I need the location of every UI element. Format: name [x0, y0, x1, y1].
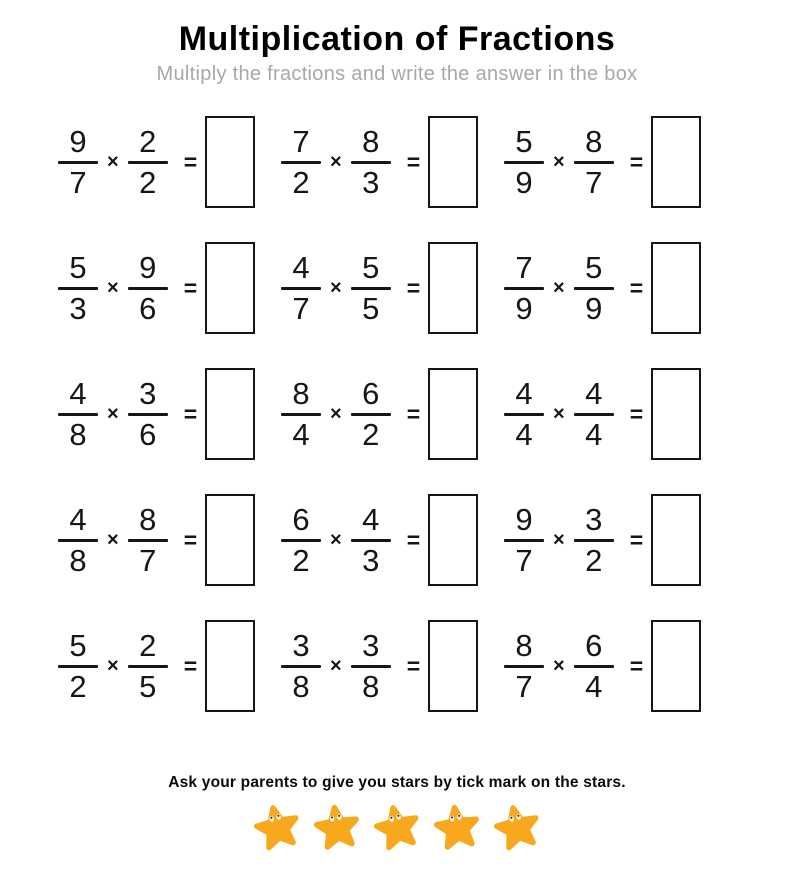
fraction — [278, 377, 324, 451]
numerator: 9 — [69, 124, 87, 160]
numerator: 8 — [292, 376, 310, 412]
denominator: 3 — [362, 164, 380, 200]
answer-box[interactable] — [205, 116, 255, 208]
fraction — [125, 629, 171, 703]
denominator: 8 — [69, 542, 87, 578]
problem — [501, 620, 724, 712]
answer-box[interactable] — [205, 620, 255, 712]
multiply-icon: × — [107, 528, 119, 551]
numerator: 2 — [139, 628, 157, 664]
fraction — [348, 629, 394, 703]
problem — [278, 620, 501, 712]
numerator: 4 — [515, 376, 533, 412]
equals-sign: = — [406, 148, 421, 175]
numerator: 6 — [292, 502, 310, 538]
denominator: 7 — [69, 164, 87, 200]
fraction — [571, 251, 617, 325]
multiply-icon: × — [553, 402, 565, 425]
numerator: 4 — [362, 502, 380, 538]
numerator: 5 — [69, 628, 87, 664]
fraction — [501, 251, 547, 325]
multiply-icon: × — [107, 654, 119, 677]
fraction-bar — [281, 539, 321, 542]
answer-box[interactable] — [428, 494, 478, 586]
answer-box[interactable] — [651, 494, 701, 586]
page-subtitle: Multiply the fractions and write the answer in the box — [156, 63, 638, 85]
denominator: 4 — [515, 416, 533, 452]
numerator: 3 — [292, 628, 310, 664]
problem — [501, 242, 724, 334]
answer-box[interactable] — [651, 368, 701, 460]
fraction-bar — [504, 287, 544, 290]
problem — [55, 620, 278, 712]
fraction-bar — [58, 287, 98, 290]
denominator: 4 — [292, 416, 310, 452]
page-title: Multiplication of Fractions — [178, 20, 616, 58]
fraction-bar — [351, 413, 391, 416]
fraction-bar — [58, 539, 98, 542]
denominator: 2 — [69, 668, 87, 704]
star-icon[interactable] — [252, 800, 302, 852]
denominator: 8 — [292, 668, 310, 704]
fraction — [55, 125, 101, 199]
denominator: 4 — [585, 416, 603, 452]
fraction — [348, 125, 394, 199]
problem — [55, 242, 278, 334]
fraction — [501, 125, 547, 199]
equals-sign: = — [183, 274, 198, 301]
fraction — [501, 377, 547, 451]
fraction — [55, 377, 101, 451]
problem — [501, 116, 724, 208]
multiply-icon: × — [553, 276, 565, 299]
denominator: 7 — [515, 542, 533, 578]
denominator: 2 — [139, 164, 157, 200]
fraction — [125, 377, 171, 451]
fraction-bar — [281, 287, 321, 290]
fraction — [278, 251, 324, 325]
denominator: 3 — [362, 542, 380, 578]
fraction — [278, 629, 324, 703]
fraction-bar — [281, 665, 321, 668]
multiply-icon: × — [553, 654, 565, 677]
numerator: 5 — [69, 250, 87, 286]
fraction — [55, 503, 101, 577]
fraction — [571, 125, 617, 199]
denominator: 6 — [139, 290, 157, 326]
equals-sign: = — [629, 652, 644, 679]
multiply-icon: × — [330, 276, 342, 299]
fraction — [348, 503, 394, 577]
denominator: 7 — [139, 542, 157, 578]
numerator: 4 — [69, 502, 87, 538]
fraction-bar — [128, 539, 168, 542]
fraction-bar — [504, 539, 544, 542]
denominator: 9 — [515, 164, 533, 200]
numerator: 5 — [362, 250, 380, 286]
fraction — [501, 503, 547, 577]
fraction — [571, 503, 617, 577]
multiply-icon: × — [553, 528, 565, 551]
equals-sign: = — [629, 526, 644, 553]
fraction — [278, 503, 324, 577]
multiply-icon: × — [330, 654, 342, 677]
problem — [278, 494, 501, 586]
fraction — [348, 251, 394, 325]
denominator: 7 — [585, 164, 603, 200]
fraction — [501, 629, 547, 703]
denominator: 3 — [69, 290, 87, 326]
numerator: 8 — [585, 124, 603, 160]
fraction-bar — [351, 287, 391, 290]
multiply-icon: × — [107, 276, 119, 299]
fraction — [125, 503, 171, 577]
equals-sign: = — [406, 652, 421, 679]
denominator: 6 — [139, 416, 157, 452]
denominator: 9 — [585, 290, 603, 326]
numerator: 6 — [362, 376, 380, 412]
denominator: 4 — [585, 668, 603, 704]
numerator: 2 — [139, 124, 157, 160]
numerator: 4 — [69, 376, 87, 412]
numerator: 4 — [292, 250, 310, 286]
fraction-bar — [351, 161, 391, 164]
denominator: 5 — [362, 290, 380, 326]
fraction-bar — [128, 413, 168, 416]
equals-sign: = — [183, 652, 198, 679]
denominator: 8 — [69, 416, 87, 452]
numerator: 5 — [585, 250, 603, 286]
numerator: 8 — [362, 124, 380, 160]
fraction-bar — [504, 161, 544, 164]
fraction — [125, 251, 171, 325]
fraction-bar — [281, 413, 321, 416]
star-icon[interactable] — [372, 800, 422, 852]
answer-box[interactable] — [651, 116, 701, 208]
fraction-bar — [128, 665, 168, 668]
equals-sign: = — [629, 148, 644, 175]
numerator: 4 — [585, 376, 603, 412]
equals-sign: = — [406, 400, 421, 427]
equals-sign: = — [629, 274, 644, 301]
star-row — [0, 800, 794, 852]
problem — [278, 368, 501, 460]
multiply-icon: × — [553, 150, 565, 173]
problem — [55, 116, 278, 208]
numerator: 3 — [362, 628, 380, 664]
answer-box[interactable] — [205, 494, 255, 586]
fraction-bar — [128, 287, 168, 290]
denominator: 2 — [362, 416, 380, 452]
fraction-bar — [574, 539, 614, 542]
footer-instruction: Ask your parents to give you stars by tick mark on the stars. — [168, 774, 626, 791]
fraction — [571, 629, 617, 703]
problem — [55, 368, 278, 460]
numerator: 3 — [139, 376, 157, 412]
answer-box[interactable] — [651, 620, 701, 712]
equals-sign: = — [183, 148, 198, 175]
fraction — [55, 251, 101, 325]
denominator: 2 — [292, 164, 310, 200]
star-icon[interactable] — [432, 800, 482, 852]
denominator: 8 — [362, 668, 380, 704]
fraction-bar — [574, 287, 614, 290]
fraction — [125, 125, 171, 199]
denominator: 2 — [292, 542, 310, 578]
fraction-bar — [58, 413, 98, 416]
numerator: 9 — [515, 502, 533, 538]
answer-box[interactable] — [428, 116, 478, 208]
numerator: 8 — [139, 502, 157, 538]
answer-box[interactable] — [651, 242, 701, 334]
fraction-bar — [574, 413, 614, 416]
fraction-bar — [574, 161, 614, 164]
numerator: 5 — [515, 124, 533, 160]
answer-box[interactable] — [205, 242, 255, 334]
problem — [55, 494, 278, 586]
numerator: 6 — [585, 628, 603, 664]
denominator: 7 — [515, 668, 533, 704]
answer-box[interactable] — [428, 368, 478, 460]
fraction — [55, 629, 101, 703]
denominator: 5 — [139, 668, 157, 704]
equals-sign: = — [406, 526, 421, 553]
problem — [501, 494, 724, 586]
fraction — [348, 377, 394, 451]
numerator: 7 — [292, 124, 310, 160]
fraction-bar — [504, 413, 544, 416]
fraction-bar — [58, 161, 98, 164]
fraction — [278, 125, 324, 199]
equals-sign: = — [629, 400, 644, 427]
multiply-icon: × — [107, 402, 119, 425]
multiply-icon: × — [330, 150, 342, 173]
fraction-bar — [351, 539, 391, 542]
star-icon[interactable] — [312, 800, 362, 852]
star-icon[interactable] — [492, 800, 542, 852]
problem — [278, 242, 501, 334]
fraction-bar — [281, 161, 321, 164]
equals-sign: = — [183, 400, 198, 427]
fraction-bar — [504, 665, 544, 668]
problem — [501, 368, 724, 460]
multiply-icon: × — [330, 402, 342, 425]
fraction-bar — [58, 665, 98, 668]
problem — [278, 116, 501, 208]
fraction-bar — [574, 665, 614, 668]
answer-box[interactable] — [428, 242, 478, 334]
numerator: 7 — [515, 250, 533, 286]
multiply-icon: × — [107, 150, 119, 173]
equals-sign: = — [183, 526, 198, 553]
denominator: 9 — [515, 290, 533, 326]
answer-box[interactable] — [428, 620, 478, 712]
answer-box[interactable] — [205, 368, 255, 460]
problems-grid — [55, 116, 724, 712]
numerator: 3 — [585, 502, 603, 538]
equals-sign: = — [406, 274, 421, 301]
multiply-icon: × — [330, 528, 342, 551]
fraction-bar — [128, 161, 168, 164]
denominator: 7 — [292, 290, 310, 326]
denominator: 2 — [585, 542, 603, 578]
fraction-bar — [351, 665, 391, 668]
fraction — [571, 377, 617, 451]
numerator: 9 — [139, 250, 157, 286]
numerator: 8 — [515, 628, 533, 664]
